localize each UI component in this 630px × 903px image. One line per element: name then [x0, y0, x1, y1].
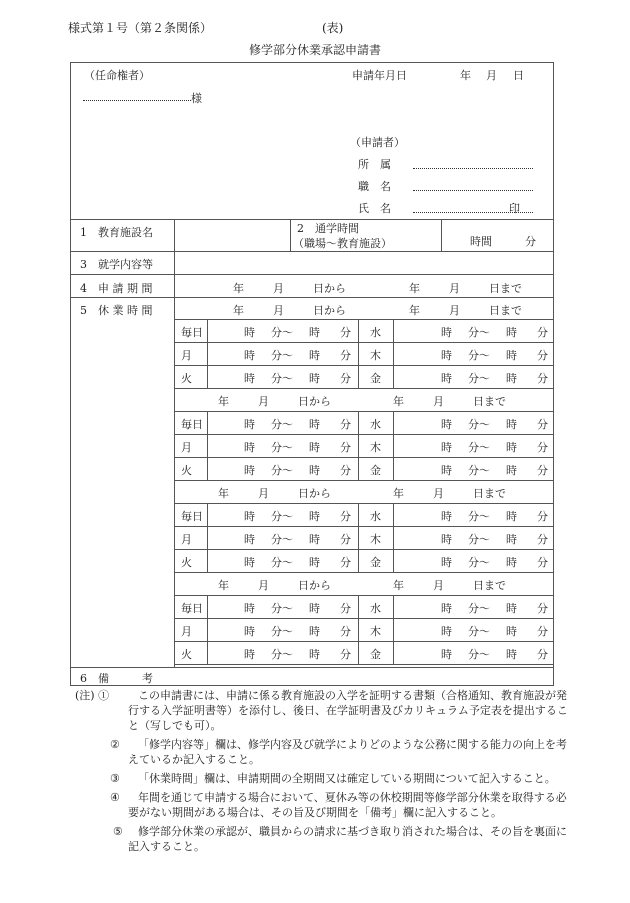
- grid-rule: [207, 411, 208, 480]
- time-unit: 時: [244, 625, 255, 638]
- grid-rule: [174, 503, 554, 504]
- time-unit: 分～: [271, 464, 293, 477]
- time-unit: 分: [340, 625, 351, 638]
- time-unit: 時: [244, 510, 255, 523]
- time-unit: 分～: [271, 441, 293, 454]
- grid-rule: [174, 480, 554, 481]
- note-3: [70, 771, 570, 786]
- apply-period-from-1: 月: [273, 282, 284, 295]
- day-label-right: 水: [370, 418, 381, 431]
- block4-period-from-2: 日から: [298, 579, 331, 592]
- note-4: [70, 790, 570, 820]
- block2-period-to-2: 日まで: [473, 395, 506, 408]
- grid-rule: [174, 365, 554, 366]
- day-label-right: 木: [370, 625, 381, 638]
- time-unit: 分～: [271, 533, 293, 546]
- grid-rule: [174, 641, 554, 642]
- grid-rule: [358, 595, 359, 664]
- time-unit: 分～: [468, 602, 490, 615]
- row3-label: 3 就学内容等: [80, 258, 153, 271]
- time-unit: 時: [309, 625, 320, 638]
- time-unit: 時: [441, 464, 452, 477]
- block1-period-to-0: 年: [409, 304, 420, 317]
- time-unit: 時: [441, 372, 452, 385]
- time-unit: 分～: [271, 349, 293, 362]
- time-unit: 分: [340, 464, 351, 477]
- day-label-left: 月: [181, 625, 192, 638]
- time-unit: 時: [506, 349, 517, 362]
- row2-sublabel: （職場～教育施設）: [293, 237, 392, 250]
- sama-label: 様: [191, 92, 202, 105]
- time-unit: 時: [309, 372, 320, 385]
- time-unit: 分～: [468, 349, 490, 362]
- time-unit: 時: [441, 326, 452, 339]
- time-unit: 時: [441, 441, 452, 454]
- note-1-text: この申請書には、申請に係る教育施設の入学を証明する書類（合格通知、教育施設が発行する入学証明書等）を添付し、後日、在学証明書及びカリキュラム予定表を提出すること（写しでも可）。: [128, 689, 568, 732]
- time-unit: 分: [340, 533, 351, 546]
- time-unit: 時: [309, 349, 320, 362]
- time-unit: 分: [340, 326, 351, 339]
- block1-period-to-1: 月: [449, 304, 460, 317]
- day-label-left: 月: [181, 441, 192, 454]
- day-label-right: 金: [370, 556, 381, 569]
- time-unit: 分: [340, 510, 351, 523]
- side-label: (表): [322, 21, 344, 35]
- time-unit: 時: [506, 625, 517, 638]
- time-unit: 分～: [468, 372, 490, 385]
- day-label-left: 毎日: [181, 510, 203, 523]
- time-unit: 時: [309, 326, 320, 339]
- time-unit: 時: [441, 602, 452, 615]
- block4-period-from-1: 月: [258, 579, 269, 592]
- time-unit: 分～: [468, 326, 490, 339]
- grid-rule: [393, 595, 394, 664]
- time-unit: 分: [340, 602, 351, 615]
- commute-minutes: 分: [525, 235, 536, 248]
- block2-period-from-2: 日から: [298, 395, 331, 408]
- commute-hours: 時間: [470, 235, 492, 248]
- rule: [441, 219, 442, 251]
- time-unit: 分～: [271, 602, 293, 615]
- position-line: [413, 190, 533, 191]
- grid-rule: [358, 503, 359, 572]
- time-unit: 時: [506, 326, 517, 339]
- rule: [70, 297, 554, 298]
- time-unit: 分～: [271, 556, 293, 569]
- grid-rule: [174, 434, 554, 435]
- affiliation-line: [413, 168, 533, 169]
- time-unit: 時: [244, 326, 255, 339]
- time-unit: 時: [309, 648, 320, 661]
- time-unit: 時: [441, 418, 452, 431]
- grid-rule: [393, 411, 394, 480]
- day-label-left: 月: [181, 533, 192, 546]
- time-unit: 時: [506, 602, 517, 615]
- time-unit: 時: [244, 556, 255, 569]
- grid-rule: [174, 342, 554, 343]
- block4-period-to-0: 年: [393, 579, 404, 592]
- time-unit: 時: [309, 441, 320, 454]
- day-label-right: 水: [370, 602, 381, 615]
- time-unit: 時: [244, 602, 255, 615]
- day-label-right: 金: [370, 464, 381, 477]
- note-2-text: 「修学内容等」欄は、修学内容及び就学によりどのような公務に関する能力の向上を考えているか記入すること。: [128, 738, 567, 766]
- row4-label: 4 申 請 期 間: [80, 282, 153, 295]
- note-2-mark: ②: [110, 738, 120, 751]
- time-unit: 時: [244, 441, 255, 454]
- grid-rule: [174, 618, 554, 619]
- row5-label: 5 休 業 時 間: [80, 304, 153, 317]
- rule: [290, 219, 291, 251]
- time-unit: 分～: [271, 418, 293, 431]
- block3-period-from-2: 日から: [298, 487, 331, 500]
- time-unit: 分: [537, 464, 548, 477]
- day-label-right: 水: [370, 510, 381, 523]
- form-number: 様式第１号（第２条関係）: [68, 21, 213, 35]
- date-year: 年: [460, 69, 471, 82]
- time-unit: 時: [244, 648, 255, 661]
- date-day: 日: [513, 69, 524, 82]
- time-unit: 時: [441, 510, 452, 523]
- time-unit: 分: [340, 372, 351, 385]
- block2-period-from-1: 月: [258, 395, 269, 408]
- grid-rule: [358, 319, 359, 388]
- time-unit: 分: [340, 648, 351, 661]
- time-unit: 時: [441, 648, 452, 661]
- time-unit: 時: [441, 556, 452, 569]
- time-unit: 時: [309, 556, 320, 569]
- time-unit: 分～: [271, 510, 293, 523]
- note-3-text: 「休業時間」欄は、申請期間の全期間又は確定している期間について記入すること。: [138, 772, 556, 785]
- seal-mark: 印: [509, 202, 520, 215]
- note-4-mark: ④: [110, 791, 120, 804]
- time-unit: 時: [441, 625, 452, 638]
- time-unit: 分: [537, 556, 548, 569]
- note-1: [70, 688, 570, 733]
- time-unit: 時: [441, 349, 452, 362]
- block3-period-to-1: 月: [433, 487, 444, 500]
- grid-rule: [207, 595, 208, 664]
- grid-rule: [174, 526, 554, 527]
- row2-label: 2 通学時間: [297, 222, 359, 235]
- time-unit: 分: [537, 510, 548, 523]
- time-unit: 分: [537, 441, 548, 454]
- time-unit: 時: [244, 464, 255, 477]
- grid-rule: [207, 503, 208, 572]
- time-unit: 時: [244, 372, 255, 385]
- label-column-rule: [174, 219, 175, 667]
- grid-rule: [174, 595, 554, 596]
- time-unit: 分～: [468, 625, 490, 638]
- time-unit: 時: [309, 533, 320, 546]
- apply-period-to-1: 月: [449, 282, 460, 295]
- grid-rule: [174, 572, 554, 573]
- grid-rule: [393, 319, 394, 388]
- notes-section: [70, 688, 570, 854]
- block3-period-from-1: 月: [258, 487, 269, 500]
- appointer-label: （任命権者）: [84, 69, 150, 82]
- time-unit: 時: [506, 533, 517, 546]
- note-5-mark: ⑤: [113, 825, 123, 838]
- rule: [70, 251, 554, 252]
- appointer-line: [83, 100, 191, 101]
- block4-period-to-2: 日まで: [473, 579, 506, 592]
- time-unit: 時: [309, 418, 320, 431]
- field-affiliation: 所 属: [358, 158, 391, 171]
- day-label-right: 金: [370, 648, 381, 661]
- time-unit: 時: [506, 648, 517, 661]
- grid-rule: [358, 411, 359, 480]
- time-unit: 時: [244, 418, 255, 431]
- block2-period-to-0: 年: [393, 395, 404, 408]
- time-unit: 時: [506, 556, 517, 569]
- note-3-mark: ③: [110, 772, 120, 785]
- grid-rule: [174, 549, 554, 550]
- time-unit: 時: [244, 533, 255, 546]
- time-unit: 分: [537, 326, 548, 339]
- day-label-left: 毎日: [181, 602, 203, 615]
- time-unit: 分: [537, 602, 548, 615]
- time-unit: 時: [506, 464, 517, 477]
- day-label-left: 火: [181, 556, 192, 569]
- time-unit: 分～: [468, 510, 490, 523]
- time-unit: 分: [537, 533, 548, 546]
- note-1-mark: (注) ①: [75, 689, 110, 702]
- time-unit: 分～: [271, 648, 293, 661]
- time-unit: 時: [506, 418, 517, 431]
- time-unit: 分: [537, 418, 548, 431]
- time-unit: 分: [537, 625, 548, 638]
- time-unit: 時: [441, 533, 452, 546]
- block4-period-from-0: 年: [218, 579, 229, 592]
- day-label-left: 火: [181, 464, 192, 477]
- grid-rule: [393, 503, 394, 572]
- block3-period-to-2: 日まで: [473, 487, 506, 500]
- apply-period-to-2: 日まで: [489, 282, 522, 295]
- day-label-left: 毎日: [181, 418, 203, 431]
- rule: [70, 274, 554, 275]
- time-unit: 分～: [271, 625, 293, 638]
- time-unit: 時: [309, 602, 320, 615]
- block4-period-to-1: 月: [433, 579, 444, 592]
- time-unit: 時: [309, 464, 320, 477]
- time-unit: 分: [340, 349, 351, 362]
- day-label-right: 金: [370, 372, 381, 385]
- grid-rule: [174, 664, 554, 665]
- day-label-left: 火: [181, 372, 192, 385]
- time-unit: 分～: [468, 648, 490, 661]
- apply-period-to-0: 年: [409, 282, 420, 295]
- grid-rule: [174, 457, 554, 458]
- note-5-text: 修学部分休業の承認が、職員からの請求に基づき取り消された場合は、その旨を裏面に記入すること。: [128, 825, 567, 853]
- note-2: [70, 737, 570, 767]
- time-unit: 時: [309, 510, 320, 523]
- time-unit: 分: [340, 418, 351, 431]
- time-unit: 分: [340, 441, 351, 454]
- day-label-left: 火: [181, 648, 192, 661]
- apply-period-from-0: 年: [233, 282, 244, 295]
- field-name: 氏 名: [358, 202, 391, 215]
- grid-rule: [174, 388, 554, 389]
- time-unit: 時: [244, 349, 255, 362]
- day-label-right: 木: [370, 533, 381, 546]
- time-unit: 分: [537, 372, 548, 385]
- time-unit: 時: [506, 372, 517, 385]
- day-label-left: 月: [181, 349, 192, 362]
- applicant-label: （申請者）: [350, 136, 405, 149]
- date-label: 申請年月日: [352, 69, 407, 82]
- grid-rule: [174, 319, 554, 320]
- field-position: 職 名: [358, 180, 391, 193]
- day-label-right: 水: [370, 326, 381, 339]
- row6-label: 6 備 考: [80, 672, 153, 685]
- time-unit: 分～: [468, 533, 490, 546]
- time-unit: 分～: [468, 418, 490, 431]
- time-unit: 分: [537, 349, 548, 362]
- block2-period-to-1: 月: [433, 395, 444, 408]
- block3-period-from-0: 年: [218, 487, 229, 500]
- time-unit: 分: [340, 556, 351, 569]
- block1-period-from-1: 月: [273, 304, 284, 317]
- grid-rule: [174, 411, 554, 412]
- rule: [70, 667, 554, 668]
- day-label-left: 毎日: [181, 326, 203, 339]
- note-4-text: 年間を通じて申請する場合において、夏休み等の休校期間等修学部分休業を取得する必要がない期間がある場合は、その旨及び期間を「備考」欄に記入すること。: [128, 791, 567, 819]
- day-label-right: 木: [370, 349, 381, 362]
- time-unit: 分～: [271, 372, 293, 385]
- time-unit: 分: [537, 648, 548, 661]
- row1-label: 1 教育施設名: [80, 226, 153, 239]
- time-unit: 時: [506, 441, 517, 454]
- time-unit: 時: [506, 510, 517, 523]
- day-label-right: 木: [370, 441, 381, 454]
- time-unit: 分～: [468, 556, 490, 569]
- apply-period-from-2: 日から: [313, 282, 346, 295]
- time-unit: 分～: [468, 464, 490, 477]
- grid-rule: [207, 319, 208, 388]
- block2-period-from-0: 年: [218, 395, 229, 408]
- block1-period-from-2: 日から: [313, 304, 346, 317]
- block3-period-to-0: 年: [393, 487, 404, 500]
- time-unit: 分～: [468, 441, 490, 454]
- date-month: 月: [486, 69, 497, 82]
- block1-period-to-2: 日まで: [489, 304, 522, 317]
- page-title: 修学部分休業承認申請書: [248, 43, 381, 57]
- note-5: [70, 824, 570, 854]
- block1-period-from-0: 年: [233, 304, 244, 317]
- time-unit: 分～: [271, 326, 293, 339]
